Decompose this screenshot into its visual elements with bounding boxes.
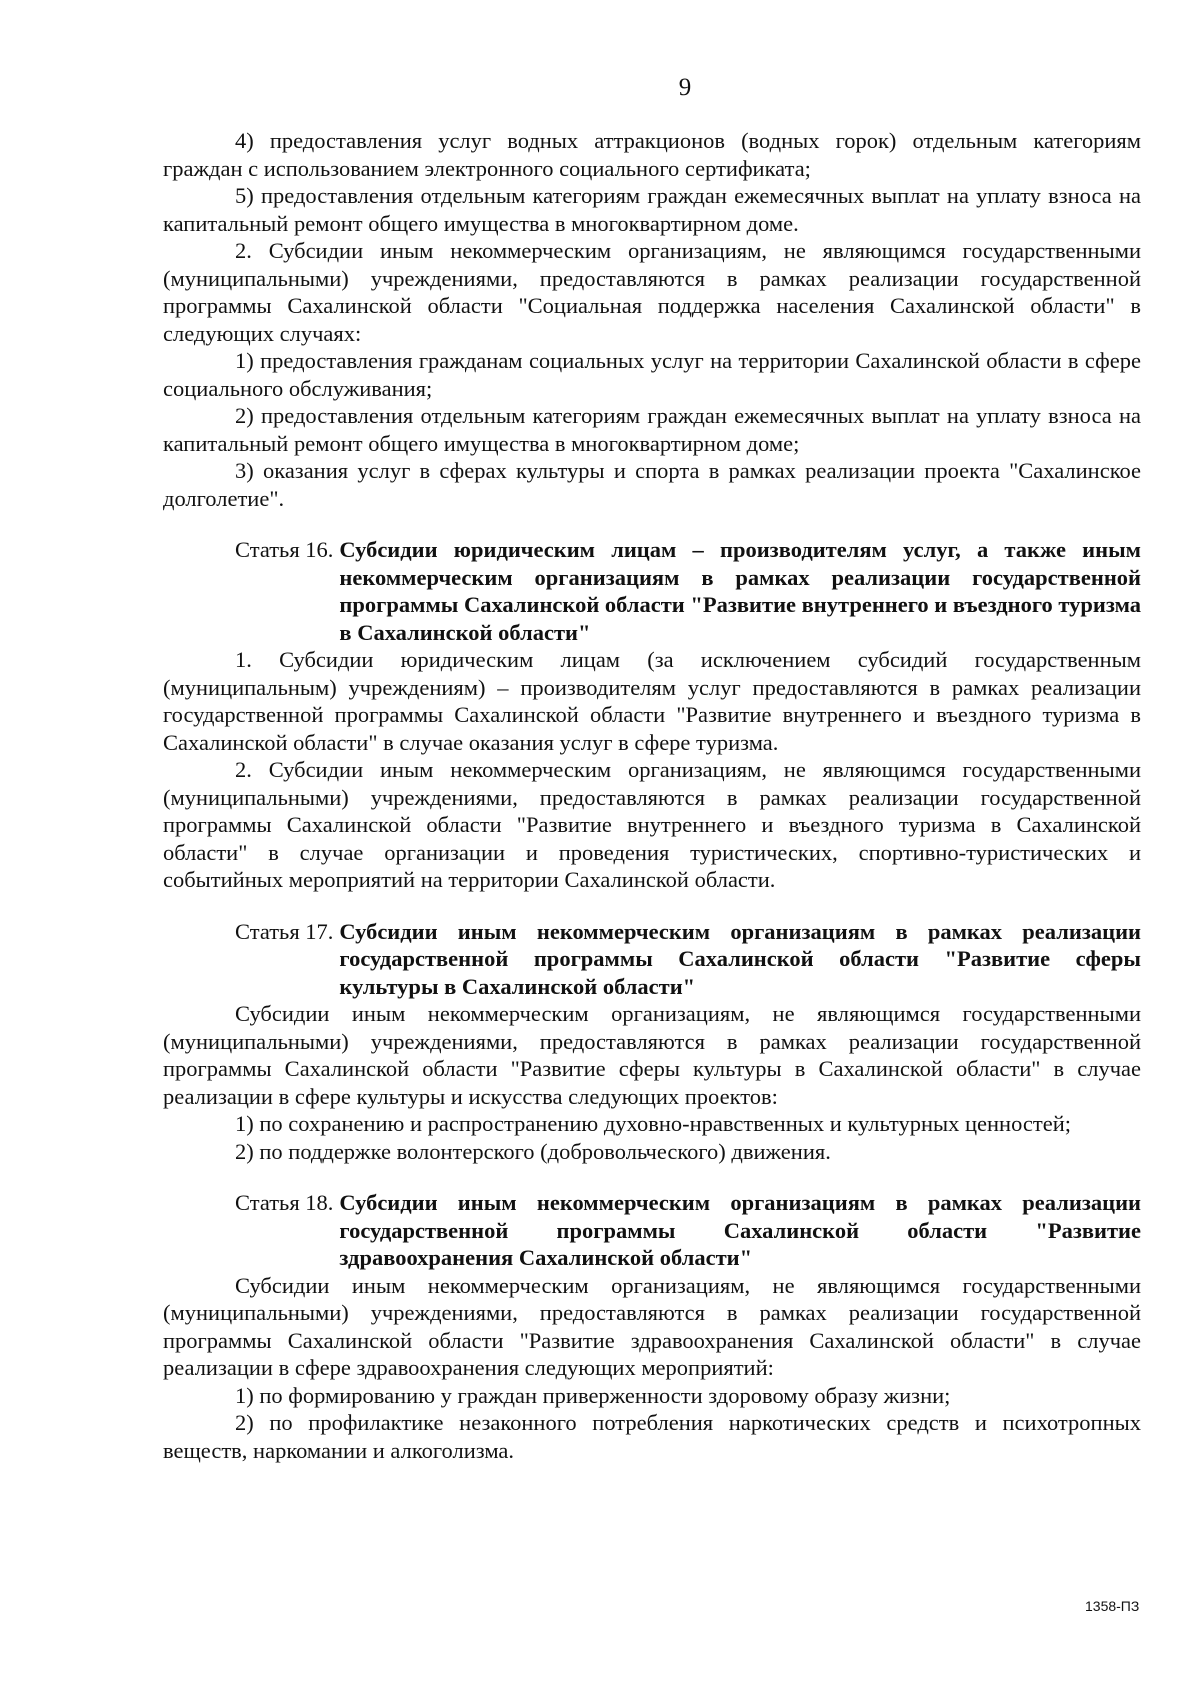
article-16-title: Субсидии юридическим лицам – производителям услуг, а также иным некоммерческим организациям в рамках реализации государственной программы Сахалинской области "Развитие внутреннего и въездного туризма в Сахалинской области" (339, 537, 1141, 645)
page-number: 9 (678, 74, 692, 101)
paragraph-subitem-2: 2) предоставления отдельным категориям граждан ежемесячных выплат на уплату взноса на капитальный ремонт общего имущества в многоквартирном доме; (163, 403, 1141, 456)
paragraph-item-5: 5) предоставления отдельным категориям граждан ежемесячных выплат на уплату взноса на капитальный ремонт общего имущества в многоквартирном доме. (163, 183, 1141, 236)
article-18-title: Субсидии иным некоммерческим организациям в рамках реализации государственной программы Сахалинской области "Развитие здравоохранения Сахалинской области" (339, 1190, 1141, 1270)
article-18-paragraph-2: 1) по формированию у граждан приверженности здоровому образу жизни; (235, 1382, 951, 1408)
article-16-paragraph-1: 1. Субсидии юридическим лицам (за исключением субсидий государственным (муниципальным) учреждениям) – производителям услуг предоставляются в рамках реализации государственной программы Сахалинской области "Развитие внутреннего и въездного туризма в Сахалинской области" в случае оказания услуг в сфере туризма. (163, 647, 1141, 755)
article-17-title: Субсидии иным некоммерческим организациям в рамках реализации государственной программы Сахалинской области "Развитие сферы культуры в Сахалинской области" (339, 918, 1141, 999)
paragraph-item-4: 4) предоставления услуг водных аттракционов (водных горок) отдельным категориям граждан с использованием электронного социального сертификата; (163, 128, 1141, 181)
article-17-paragraph-1: Субсидии иным некоммерческим организациям, не являющимся государственными (муниципальными) учреждениями, предоставляются в рамках реализации государственной программы Сахалинской области "Развитие сферы культуры в Сахалинской области" в случае реализации в сфере культуры и искусства следующих проектов: (163, 1001, 1141, 1109)
article-17-label: Статья 17. (235, 918, 334, 944)
paragraph-section-2: 2. Субсидии иным некоммерческим организациям, не являющимся государственными (муниципальными) учреждениями, предоставляются в рамках реализации государственной программы Сахалинской области "Социальная поддержка населения Сахалинской области" в следующих случаях: (163, 238, 1141, 346)
paragraph-subitem-1: 1) предоставления гражданам социальных услуг на территории Сахалинской области в сфере социального обслуживания; (163, 348, 1141, 401)
article-18-label: Статья 18. (235, 1190, 334, 1215)
article-16-paragraph-2: 2. Субсидии иным некоммерческим организациям, не являющимся государственными (муниципальными) учреждениями, предоставляются в рамках реализации государственной программы Сахалинской области "Развитие внутреннего и въездного туризма в Сахалинской области" в случае организации и проведения туристических, спортивно-туристических и событийных мероприятий на территории Сахалинской области. (163, 757, 1141, 892)
document-body (163, 127, 1141, 1464)
article-18-paragraph-1: Субсидии иным некоммерческим организациям, не являющимся государственными (муниципальными) учреждениями, предоставляются в рамках реализации государственной программы Сахалинской области "Развитие здравоохранения Сахалинской области" в случае реализации в сфере здравоохранения следующих мероприятий: (163, 1272, 1141, 1380)
article-18-paragraph-3: 2) по профилактике незаконного потребления наркотических средств и психотропных веществ, наркомании и алкоголизма. (163, 1410, 1141, 1463)
article-17-heading (163, 918, 1141, 1001)
article-16-label: Статья 16. (235, 537, 334, 562)
article-17-paragraph-2: 1) по сохранению и распространению духовно-нравственных и культурных ценностей; (235, 1111, 1072, 1136)
article-16-heading (163, 536, 1141, 646)
paragraph-subitem-3: 3) оказания услуг в сферах культуры и спорта в рамках реализации проекта "Сахалинское долголетие". (163, 458, 1141, 511)
article-18-heading (163, 1189, 1141, 1272)
document-code: 1358-ПЗ (1085, 1598, 1140, 1614)
article-17-paragraph-3: 2) по поддержке волонтерского (добровольческого) движения. (235, 1138, 831, 1164)
